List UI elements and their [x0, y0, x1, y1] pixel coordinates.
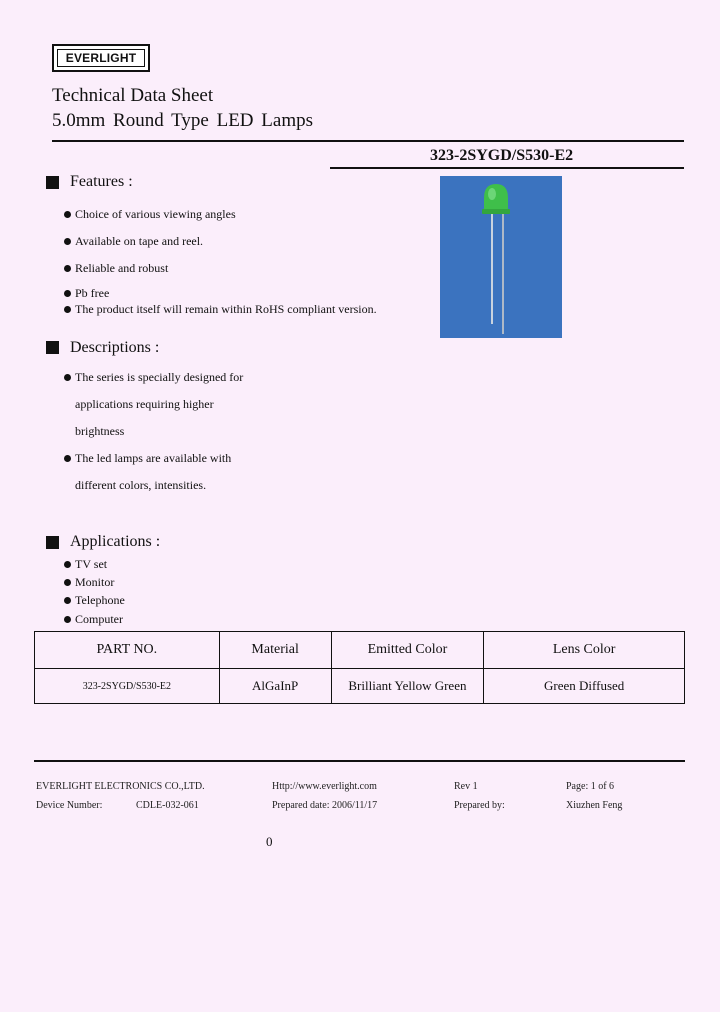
bullet-dot-icon — [64, 455, 71, 462]
descriptions-heading: Descriptions : — [70, 339, 160, 356]
part-number-heading: 323-2SYGD/S530-E2 — [430, 147, 574, 164]
application-item: Computer — [64, 612, 123, 627]
footer-divider — [34, 760, 685, 762]
application-item: Telephone — [64, 593, 125, 608]
page-index: 0 — [266, 834, 273, 849]
header-emitted-color: Emitted Color — [331, 632, 484, 669]
logo-text: EVERLIGHT — [57, 49, 145, 67]
feature-item: The product itself will remain within RoHS compliant version. — [64, 302, 377, 317]
cell-part-no: 323-2SYGD/S530-E2 — [35, 669, 220, 704]
bullet-dot-icon — [64, 290, 71, 297]
application-item: TV set — [64, 557, 107, 572]
part-number-divider — [330, 167, 684, 169]
doc-subtitle: 5.0mm Round Type LED Lamps — [52, 110, 313, 131]
footer-website: Http://www.everlight.com — [272, 781, 377, 792]
led-product-photo — [440, 176, 562, 338]
doc-title: Technical Data Sheet — [52, 85, 214, 106]
everlight-logo — [52, 44, 150, 72]
application-item: Monitor — [64, 575, 114, 590]
descriptions-bullet-square — [46, 341, 59, 354]
bullet-dot-icon — [64, 561, 71, 568]
feature-item: Reliable and robust — [64, 261, 168, 276]
applications-heading: Applications : — [70, 533, 161, 550]
description-item: The led lamps are available with — [64, 451, 231, 466]
feature-item: Available on tape and reel. — [64, 234, 203, 249]
header-divider — [52, 140, 684, 142]
part-spec-table — [34, 631, 685, 704]
footer-device-number: CDLE-032-061 — [136, 800, 199, 811]
features-bullet-square — [46, 176, 59, 189]
footer-page: Page: 1 of 6 — [566, 781, 615, 792]
applications-bullet-square — [46, 536, 59, 549]
description-line: brightness — [75, 424, 125, 438]
bullet-dot-icon — [64, 211, 71, 218]
features-heading: Features : — [70, 173, 133, 190]
table-header-row — [35, 632, 685, 669]
cell-emitted-color: Brilliant Yellow Green — [331, 669, 484, 704]
description-line: different colors, intensities. — [75, 478, 207, 492]
footer-prepared-by: Xiuzhen Feng — [566, 800, 623, 811]
header-lens-color: Lens Color — [484, 632, 685, 669]
bullet-dot-icon — [64, 374, 71, 381]
feature-item: Choice of various viewing angles — [64, 207, 236, 222]
bullet-dot-icon — [64, 306, 71, 313]
header-material: Material — [219, 632, 331, 669]
bullet-dot-icon — [64, 597, 71, 604]
bullet-dot-icon — [64, 265, 71, 272]
feature-item: Pb free — [64, 286, 109, 301]
table-row — [35, 669, 685, 704]
cell-lens-color: Green Diffused — [484, 669, 685, 704]
description-item: The series is specially designed for — [64, 370, 243, 385]
bullet-dot-icon — [64, 616, 71, 623]
green-led-lamp-icon — [440, 176, 562, 338]
footer-rev: Rev 1 — [454, 781, 478, 792]
description-line: applications requiring higher — [75, 397, 214, 411]
header-part-no: PART NO. — [35, 632, 220, 669]
bullet-dot-icon — [64, 579, 71, 586]
footer-device-label: Device Number: — [36, 800, 103, 811]
footer-prepared-date: Prepared date: 2006/11/17 — [272, 800, 378, 811]
bullet-dot-icon — [64, 238, 71, 245]
footer-company: EVERLIGHT ELECTRONICS CO.,LTD. — [36, 781, 205, 792]
cell-material: AlGaInP — [219, 669, 331, 704]
footer-prepared-by-label: Prepared by: — [454, 800, 505, 811]
